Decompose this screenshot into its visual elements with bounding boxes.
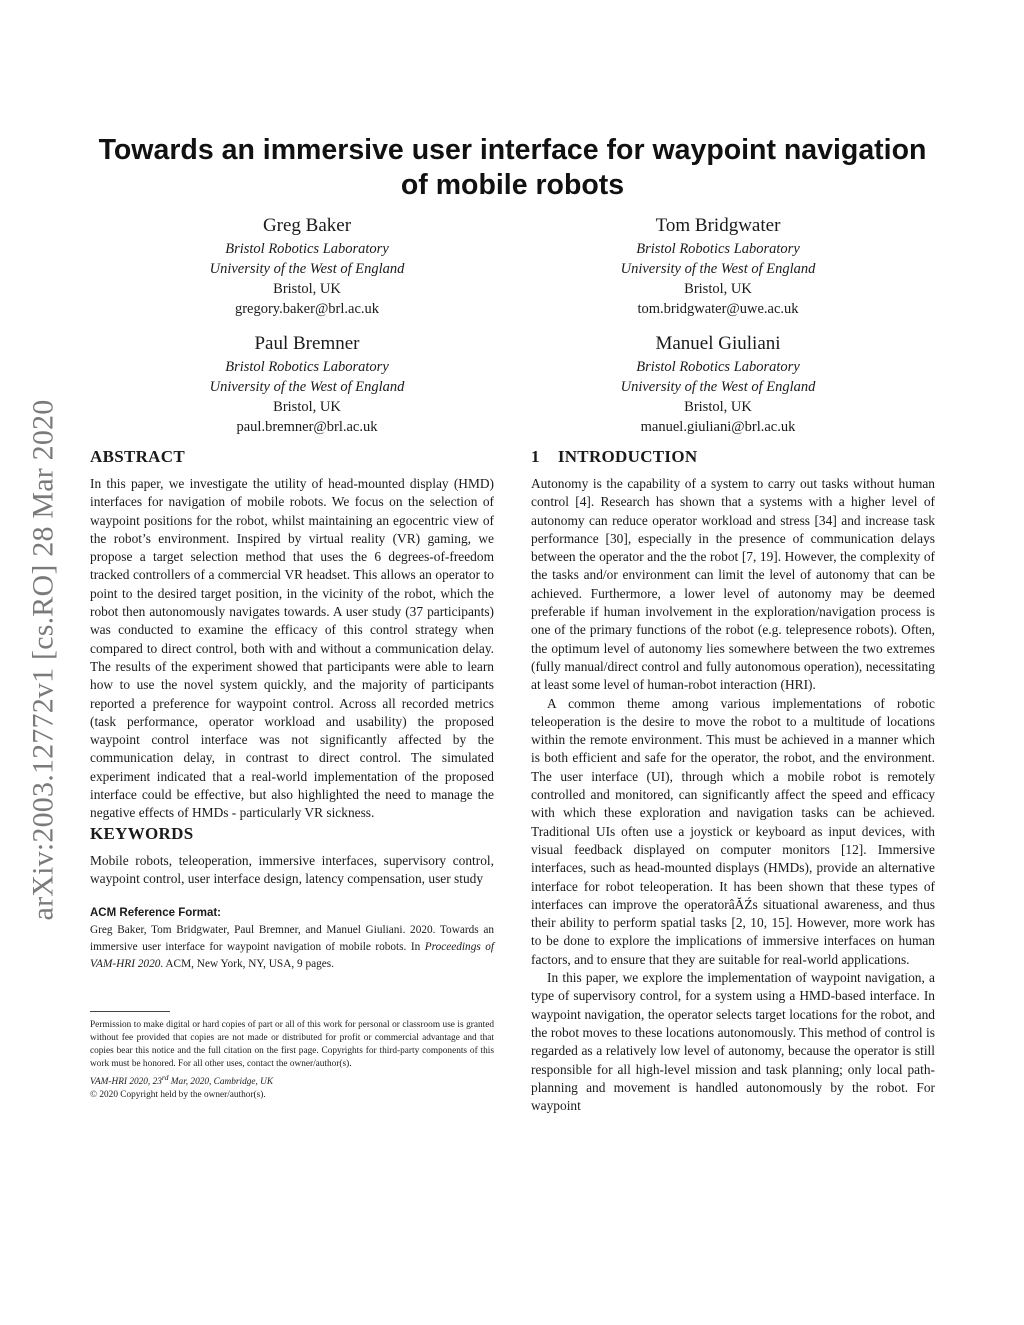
author-block xyxy=(157,331,457,437)
author-name: Manuel Giuliani xyxy=(655,333,781,354)
author-name: Paul Bremner xyxy=(254,333,360,354)
arxiv-stamp-text: arXiv:2003.12772v1 [cs.RO] 28 Mar 2020 xyxy=(26,399,59,921)
acm-reference xyxy=(90,905,494,973)
section-title: INTRODUCTION xyxy=(557,447,698,466)
author-university: University of the West of England xyxy=(620,261,816,277)
author-university: University of the West of England xyxy=(209,379,405,395)
permission-notice: Permission to make digital or hard copies of part or all of this work for personal or classroom use is granted without fee provided that copies are not made or distributed for profit or commercial advantage and that copies bear this notice and the full citation on the first page. Copyrights for third-party components of this work must be honored. For all other uses, contact the owner/author(s). xyxy=(90,1020,494,1070)
author-name: Tom Bridgwater xyxy=(655,215,781,236)
author-university: University of the West of England xyxy=(209,261,405,277)
intro-paragraph: A common theme among various implementations of robotic teleoperation is the desire to move the robot to a multitude of locations within the remote environment. This must be achieved in a manner which is both efficient and safe for the operator, the robot, and the environment. The user interface (UI), through which a mobile robot is remotely controlled and monitored, can significantly affect the speed and efficacy with which these exploration and navigation tasks can be achieved. Traditional UIs often use a joystick or keyboard as input devices, with visual feedback displayed on computer monitors [12]. Immersive interfaces, such as head-mounted displays (HMDs), provide an alternative interface for robot teleoperation. It has been shown that these types of interfaces can improve the operatorâĂŹs situational awareness, and thus their ability to perform spatial tasks [2, 10, 15]. However, more work has to be done to explore the implications of immersive interfaces on human factors, and to ensure that they are suitable for real-world applications. xyxy=(531,695,935,967)
copyright-notice: © 2020 Copyright held by the owner/author(s). xyxy=(90,1090,266,1101)
author-email[interactable]: manuel.giuliani@brl.ac.uk xyxy=(640,419,796,435)
right-column xyxy=(531,446,935,1115)
acm-reference-heading: ACM Reference Format: xyxy=(90,907,221,920)
author-lab: Bristol Robotics Laboratory xyxy=(225,359,389,375)
introduction-heading xyxy=(531,446,935,468)
author-city: Bristol, UK xyxy=(684,399,752,415)
conference-date-suffix: rd xyxy=(161,1073,169,1083)
author-email[interactable]: tom.bridgwater@uwe.ac.uk xyxy=(637,301,799,317)
acm-reference-text xyxy=(90,922,494,973)
author-city: Bristol, UK xyxy=(273,281,341,297)
left-column xyxy=(90,446,494,1102)
acm-reference-publisher: . ACM, New York, NY, USA, 9 pages. xyxy=(160,958,335,971)
author-block xyxy=(568,331,868,437)
author-email[interactable]: paul.bremner@brl.ac.uk xyxy=(236,419,378,435)
author-city: Bristol, UK xyxy=(684,281,752,297)
author-block xyxy=(157,213,457,319)
author-block xyxy=(568,213,868,319)
conference-name: VAM-HRI 2020, 23 xyxy=(90,1077,162,1088)
abstract-text: In this paper, we investigate the utility of head-mounted display (HMD) interfaces for navigation of mobile robots. We focus on the selection of waypoint positions for the robot, whilst maintaining an egocentric view of the robot’s environment. Inspired by virtual reality (VR) gaming, we propose a target selection method that uses the 6 degrees-of-freedom tracked controllers of a commercial VR headset. This allows an operator to point to the desired target position, in the vicinity of the robot, which the robot then autonomously navigates towards. A user study (37 participants) was conducted to examine the efficacy of this control strategy when compared to direct control, both with and without a communication delay. The results of the experiment showed that participants were able to learn how to use the novel system quickly, and the majority of participants reported a preference for waypoint control. Across all recorded metrics (task performance, operator workload and usability) the proposed waypoint control interface was not significantly affected by the communication delay, in contrast to direct control. The simulated experiment indicated that a real-world implementation of the proposed interface could be effective, but also highlighted the need to manage the negative effects of HMDs - particularly VR sickness. xyxy=(90,476,494,821)
keywords-heading: KEYWORDS xyxy=(90,823,194,843)
paper-title: Towards an immersive user interface for waypoint navigation of mobile robots xyxy=(98,134,927,201)
conference-location: Mar, 2020, Cambridge, UK xyxy=(168,1077,274,1088)
author-city: Bristol, UK xyxy=(273,399,341,415)
author-lab: Bristol Robotics Laboratory xyxy=(225,241,389,257)
author-university: University of the West of England xyxy=(620,379,816,395)
keywords-text: Mobile robots, teleoperation, immersive interfaces, supervisory control, waypoint control, user interface design, latency compensation, user study xyxy=(90,852,494,886)
abstract-heading: ABSTRACT xyxy=(90,447,185,466)
section-number: 1 xyxy=(531,447,540,466)
footnote-divider xyxy=(90,1011,170,1012)
author-name: Greg Baker xyxy=(262,215,352,236)
author-lab: Bristol Robotics Laboratory xyxy=(636,241,800,257)
intro-paragraph: In this paper, we explore the implementation of waypoint navigation, a type of supervisory control, for a system using a HMD-based interface. In waypoint navigation, the operator selects target locations for the robot, and the robot moves to these locations autonomously. This method of control is regarded as a relatively low level of autonomy, because the operator is still responsible for all high-level mission and task planning; only local path-planning and movement is handled autonomously by the robot. For waypoint xyxy=(531,970,935,1114)
arxiv-stamp xyxy=(8,350,78,970)
acm-reference-citation: Greg Baker, Tom Bridgwater, Paul Bremner, and Manuel Giuliani. 2020. Towards an immersive user interface for waypoint navigation of mobile robots. In xyxy=(90,924,494,954)
conference-info xyxy=(90,1071,494,1089)
acm-reference-venue: Proceedings of VAM-HRI 2020 xyxy=(90,941,494,971)
author-lab: Bristol Robotics Laboratory xyxy=(636,359,800,375)
intro-paragraph: Autonomy is the capability of a system to carry out tasks without human control [4]. Research has shown that a systems with a higher level of autonomy can reduce operator workload and stress [34] and increase task performance [30], especially in the presence of communication delays between the operator and the the robot [7, 19]. However, the complexity of the tasks and/or environment can limit the level of autonomy that can be achieved. Furthermore, a lower level of autonomy may be deemed preferable if human involvement in the exploration/navigation process is one of the primary functions of the robot (e.g. telepresence robots). Often, the optimum level of autonomy lies somewhere between the two extremes (fully manual/direct control and fully autonomous operation), necessitating at least some level of human-robot interaction (HRI). xyxy=(531,476,935,693)
author-email[interactable]: gregory.baker@brl.ac.uk xyxy=(234,301,380,317)
